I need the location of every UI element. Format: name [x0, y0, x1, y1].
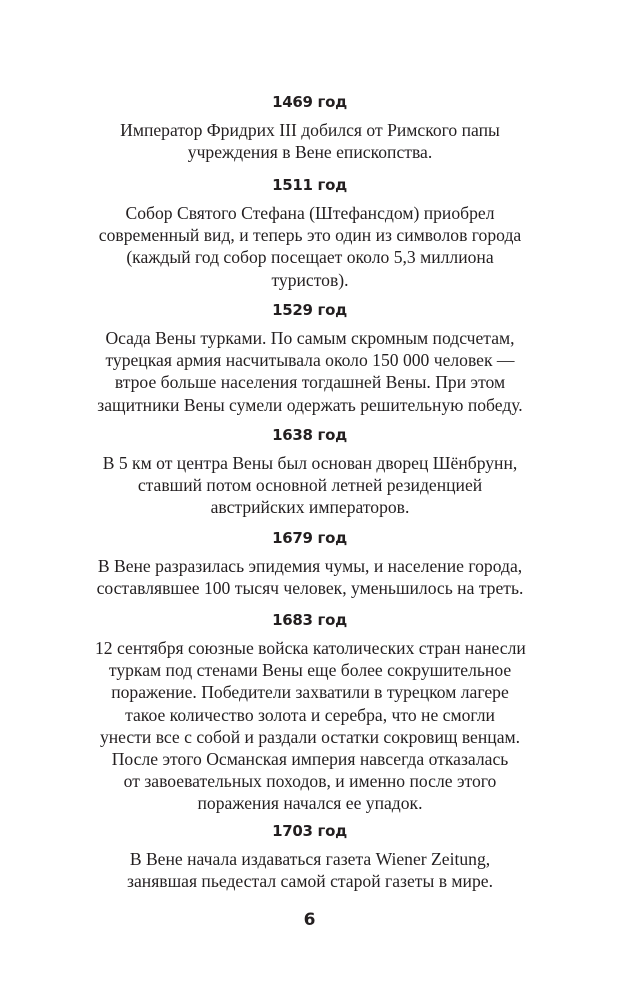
text-line: поражение. Победители захватили в турецком лагере	[111, 682, 509, 703]
text-line: 12 сентября союзные войска католических стран нанесли	[95, 638, 526, 658]
text-line: учреждения в Вене епископства.	[187, 142, 433, 163]
text-line: современный вид, и теперь это один из символов города	[98, 225, 522, 246]
year-heading: 1511 год	[272, 176, 347, 194]
text-line: В Вене разразилась эпидемия чумы, и население города,	[97, 556, 523, 576]
text-line: туристов).	[271, 269, 349, 290]
text-line: унести все с собой и раздали остатки сокровищ венцам.	[99, 726, 521, 747]
entry-text	[95, 452, 525, 519]
text-line: ставший потом основной летней резиденцией	[137, 475, 483, 496]
year-heading: 1529 год	[272, 301, 347, 319]
text-line: турецкая армия насчитывала около 150 000 человек —	[105, 350, 515, 371]
text-line: туркам под стенами Вены еще более сокрушительное	[108, 660, 512, 681]
text-line: занявшая пьедестал самой старой газеты в мире.	[127, 871, 493, 892]
entry-text	[95, 327, 525, 416]
text-line: составлявшее 100 тысяч человек, уменьшилось на треть.	[96, 578, 524, 599]
text-line: После этого Османская империя навсегда отказалась	[111, 749, 509, 770]
year-heading: 1683 год	[272, 611, 347, 629]
year-heading: 1638 год	[272, 426, 347, 444]
page-number: 6	[303, 910, 316, 930]
year-heading: 1679 год	[272, 529, 347, 547]
entry-text	[95, 637, 525, 815]
text-line: такое количество золота и серебра, что не смогли	[125, 704, 495, 725]
text-line: от завоевательных походов, и именно после этого	[123, 771, 497, 792]
text-line: защитники Вены сумели одержать решительную победу.	[97, 394, 523, 415]
text-line: поражения начался ее упадок.	[197, 793, 423, 814]
entry-text	[95, 202, 525, 291]
text-line: (каждый год собор посещает около 5,3 миллиона	[126, 247, 494, 268]
text-line: В 5 км от центра Вены был основан дворец Шёнбрунн,	[102, 453, 518, 473]
entry-text	[95, 848, 525, 892]
entry-text	[95, 119, 525, 163]
year-heading: 1469 год	[272, 93, 347, 111]
text-line: втрое больше населения тогдашней Вены. При этом	[114, 372, 506, 393]
text-line: В Вене начала издаваться газета Wiener Zeitung,	[129, 849, 491, 869]
entry-text	[95, 555, 525, 599]
text-line: Собор Святого Стефана (Штефансдом) приобрел	[125, 203, 495, 223]
year-heading: 1703 год	[272, 822, 347, 840]
text-line: австрийских императоров.	[210, 497, 410, 518]
text-line: Осада Вены турками. По самым скромным подсчетам,	[105, 328, 515, 348]
text-line: Император Фридрих III добился от Римского папы	[120, 120, 500, 140]
